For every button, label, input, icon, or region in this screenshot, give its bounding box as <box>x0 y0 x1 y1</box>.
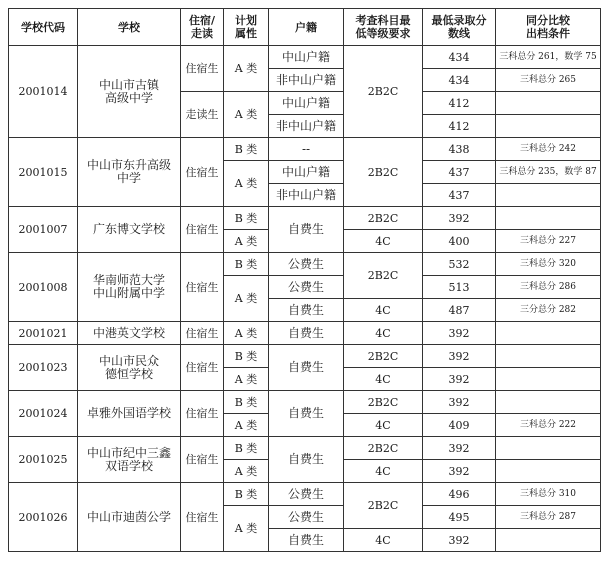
plan-type: B 类 <box>224 345 269 368</box>
header-hukou: 户籍 <box>269 9 344 46</box>
school-code: 2001007 <box>9 207 78 253</box>
boarding-type: 住宿生 <box>181 322 224 345</box>
tie-condition <box>496 345 601 368</box>
tie-condition <box>496 184 601 207</box>
exam-level: 2B2C <box>344 138 423 207</box>
hukou-cell: 自费生 <box>269 391 344 437</box>
plan-type: A 类 <box>224 506 269 552</box>
hukou-cell: 非中山户籍 <box>269 115 344 138</box>
school-code: 2001025 <box>9 437 78 483</box>
min-score: 392 <box>423 368 496 391</box>
boarding-type: 住宿生 <box>181 253 224 322</box>
tie-condition <box>496 368 601 391</box>
header-boarding-line2: 走读 <box>191 27 213 40</box>
school-name-line2: 高级中学 <box>104 90 153 105</box>
school-name: 中港英文学校 <box>78 322 181 345</box>
tie-condition <box>496 322 601 345</box>
hukou-cell: 公费生 <box>269 506 344 529</box>
header-score-line1: 最低录取分 <box>431 14 487 27</box>
table-row <box>9 437 601 460</box>
header-boarding-line1: 住宿/ <box>188 14 216 27</box>
min-score: 434 <box>423 46 496 69</box>
table-row <box>9 391 601 414</box>
tie-condition <box>496 437 601 460</box>
table-row <box>9 46 601 69</box>
header-school-code: 学校代码 <box>9 9 78 46</box>
tie-condition: 三科总分 235，数学 87 <box>496 161 601 184</box>
school-name-line2: 中学 <box>116 171 141 185</box>
plan-type: B 类 <box>224 483 269 506</box>
exam-level: 4C <box>344 460 423 483</box>
school-code: 2001008 <box>9 253 78 322</box>
exam-level: 2B2C <box>344 253 423 299</box>
school-code: 2001023 <box>9 345 78 391</box>
tie-condition: 三科总分 320 <box>496 253 601 276</box>
school-code: 2001015 <box>9 138 78 207</box>
table-row <box>9 253 601 276</box>
plan-type: B 类 <box>224 437 269 460</box>
hukou-cell: -- <box>269 138 344 161</box>
boarding-type: 住宿生 <box>181 345 224 391</box>
header-exam-line1: 考查科目最 <box>355 14 411 27</box>
header-score-line2: 数线 <box>448 27 470 40</box>
min-score: 400 <box>423 230 496 253</box>
min-score: 437 <box>423 184 496 207</box>
tie-condition <box>496 207 601 230</box>
exam-level: 2B2C <box>344 345 423 368</box>
boarding-type: 住宿生 <box>181 46 224 92</box>
school-name-line1: 中山市民众 <box>98 353 159 368</box>
exam-level: 2B2C <box>344 207 423 230</box>
min-score: 392 <box>423 529 496 552</box>
plan-type: A 类 <box>224 276 269 322</box>
school-name <box>78 138 181 207</box>
boarding-type: 住宿生 <box>181 437 224 483</box>
header-tie-condition <box>496 9 601 46</box>
table-row <box>9 322 601 345</box>
exam-level: 2B2C <box>344 437 423 460</box>
exam-level: 4C <box>344 529 423 552</box>
exam-level: 4C <box>344 414 423 437</box>
min-score: 392 <box>423 460 496 483</box>
plan-type: A 类 <box>224 161 269 207</box>
header-min-score <box>423 9 496 46</box>
hukou-cell: 非中山户籍 <box>269 184 344 207</box>
school-code: 2001024 <box>9 391 78 437</box>
exam-level: 4C <box>344 368 423 391</box>
plan-type: A 类 <box>224 460 269 483</box>
boarding-type: 住宿生 <box>181 207 224 253</box>
tie-condition <box>496 460 601 483</box>
school-name-line2: 德恒学校 <box>104 366 153 381</box>
header-exam-line2: 低等级要求 <box>355 27 411 40</box>
tie-condition: 三科总分 227 <box>496 230 601 253</box>
table-row <box>9 138 601 161</box>
school-name <box>78 253 181 322</box>
hukou-cell: 公费生 <box>269 253 344 276</box>
header-row <box>9 9 601 46</box>
min-score: 532 <box>423 253 496 276</box>
plan-type: B 类 <box>224 207 269 230</box>
school-code: 2001026 <box>9 483 78 552</box>
school-name <box>78 46 181 138</box>
school-code: 2001014 <box>9 46 78 138</box>
plan-type: B 类 <box>224 391 269 414</box>
min-score: 434 <box>423 69 496 92</box>
min-score: 392 <box>423 345 496 368</box>
exam-level: 2B2C <box>344 46 423 138</box>
boarding-type: 住宿生 <box>181 138 224 207</box>
school-name-line2: 中山附属中学 <box>92 286 165 300</box>
boarding-type: 走读生 <box>181 92 224 138</box>
hukou-cell: 中山户籍 <box>269 161 344 184</box>
boarding-type: 住宿生 <box>181 483 224 552</box>
boarding-type: 住宿生 <box>181 391 224 437</box>
tie-condition: 三科总分 242 <box>496 138 601 161</box>
header-school: 学校 <box>78 9 181 46</box>
hukou-cell: 自费生 <box>269 299 344 322</box>
hukou-cell: 自费生 <box>269 437 344 483</box>
hukou-cell: 中山户籍 <box>269 92 344 115</box>
header-cond-line1: 同分比较 <box>526 14 570 27</box>
header-plan-type <box>224 9 269 46</box>
tie-condition: 三科总分 261，数学 75 <box>496 46 601 69</box>
hukou-cell: 自费生 <box>269 345 344 391</box>
tie-condition: 三科总分 286 <box>496 276 601 299</box>
header-exam-level <box>344 9 423 46</box>
header-plan-line2: 属性 <box>235 27 257 40</box>
tie-condition: 三科总分 310 <box>496 483 601 506</box>
school-name <box>78 437 181 483</box>
school-name: 中山市迪茵公学 <box>78 483 181 552</box>
min-score: 412 <box>423 115 496 138</box>
header-plan-line1: 计划 <box>235 14 257 27</box>
hukou-cell: 非中山户籍 <box>269 69 344 92</box>
school-name: 卓雅外国语学校 <box>78 391 181 437</box>
exam-level: 4C <box>344 299 423 322</box>
table-row <box>9 345 601 368</box>
min-score: 495 <box>423 506 496 529</box>
tie-condition <box>496 92 601 115</box>
tie-condition: 三科总分 265 <box>496 69 601 92</box>
plan-type: A 类 <box>224 92 269 138</box>
min-score: 513 <box>423 276 496 299</box>
school-name-line1: 中山市东升高级 <box>86 158 171 172</box>
min-score: 409 <box>423 414 496 437</box>
exam-level: 2B2C <box>344 391 423 414</box>
exam-level: 4C <box>344 230 423 253</box>
plan-type: A 类 <box>224 46 269 92</box>
plan-type: A 类 <box>224 230 269 253</box>
table-row <box>9 483 601 506</box>
min-score: 487 <box>423 299 496 322</box>
min-score: 437 <box>423 161 496 184</box>
tie-condition <box>496 115 601 138</box>
plan-type: A 类 <box>224 322 269 345</box>
tie-condition <box>496 529 601 552</box>
admission-score-table <box>8 8 601 552</box>
hukou-cell: 自费生 <box>269 322 344 345</box>
school-name-line1: 中山市纪中三鑫 <box>86 445 171 460</box>
tie-condition <box>496 391 601 414</box>
header-cond-line2: 出档条件 <box>526 27 570 40</box>
school-name: 广东博文学校 <box>78 207 181 253</box>
plan-type: A 类 <box>224 368 269 391</box>
school-name-line1: 华南师范大学 <box>92 273 165 287</box>
table-row <box>9 207 601 230</box>
min-score: 392 <box>423 391 496 414</box>
exam-level: 4C <box>344 322 423 345</box>
exam-level: 2B2C <box>344 483 423 529</box>
min-score: 438 <box>423 138 496 161</box>
school-name-line1: 中山市古镇 <box>98 77 159 92</box>
hukou-cell: 自费生 <box>269 207 344 253</box>
min-score: 392 <box>423 437 496 460</box>
hukou-cell: 自费生 <box>269 529 344 552</box>
hukou-cell: 公费生 <box>269 483 344 506</box>
min-score: 392 <box>423 322 496 345</box>
tie-condition: 三分总分 282 <box>496 299 601 322</box>
hukou-cell: 中山户籍 <box>269 46 344 69</box>
school-code: 2001021 <box>9 322 78 345</box>
tie-condition: 三科总分 287 <box>496 506 601 529</box>
plan-type: B 类 <box>224 253 269 276</box>
header-boarding <box>181 9 224 46</box>
school-name <box>78 345 181 391</box>
plan-type: A 类 <box>224 414 269 437</box>
hukou-cell: 公费生 <box>269 276 344 299</box>
tie-condition: 三科总分 222 <box>496 414 601 437</box>
min-score: 496 <box>423 483 496 506</box>
min-score: 412 <box>423 92 496 115</box>
plan-type: B 类 <box>224 138 269 161</box>
min-score: 392 <box>423 207 496 230</box>
school-name-line2: 双语学校 <box>104 458 153 473</box>
